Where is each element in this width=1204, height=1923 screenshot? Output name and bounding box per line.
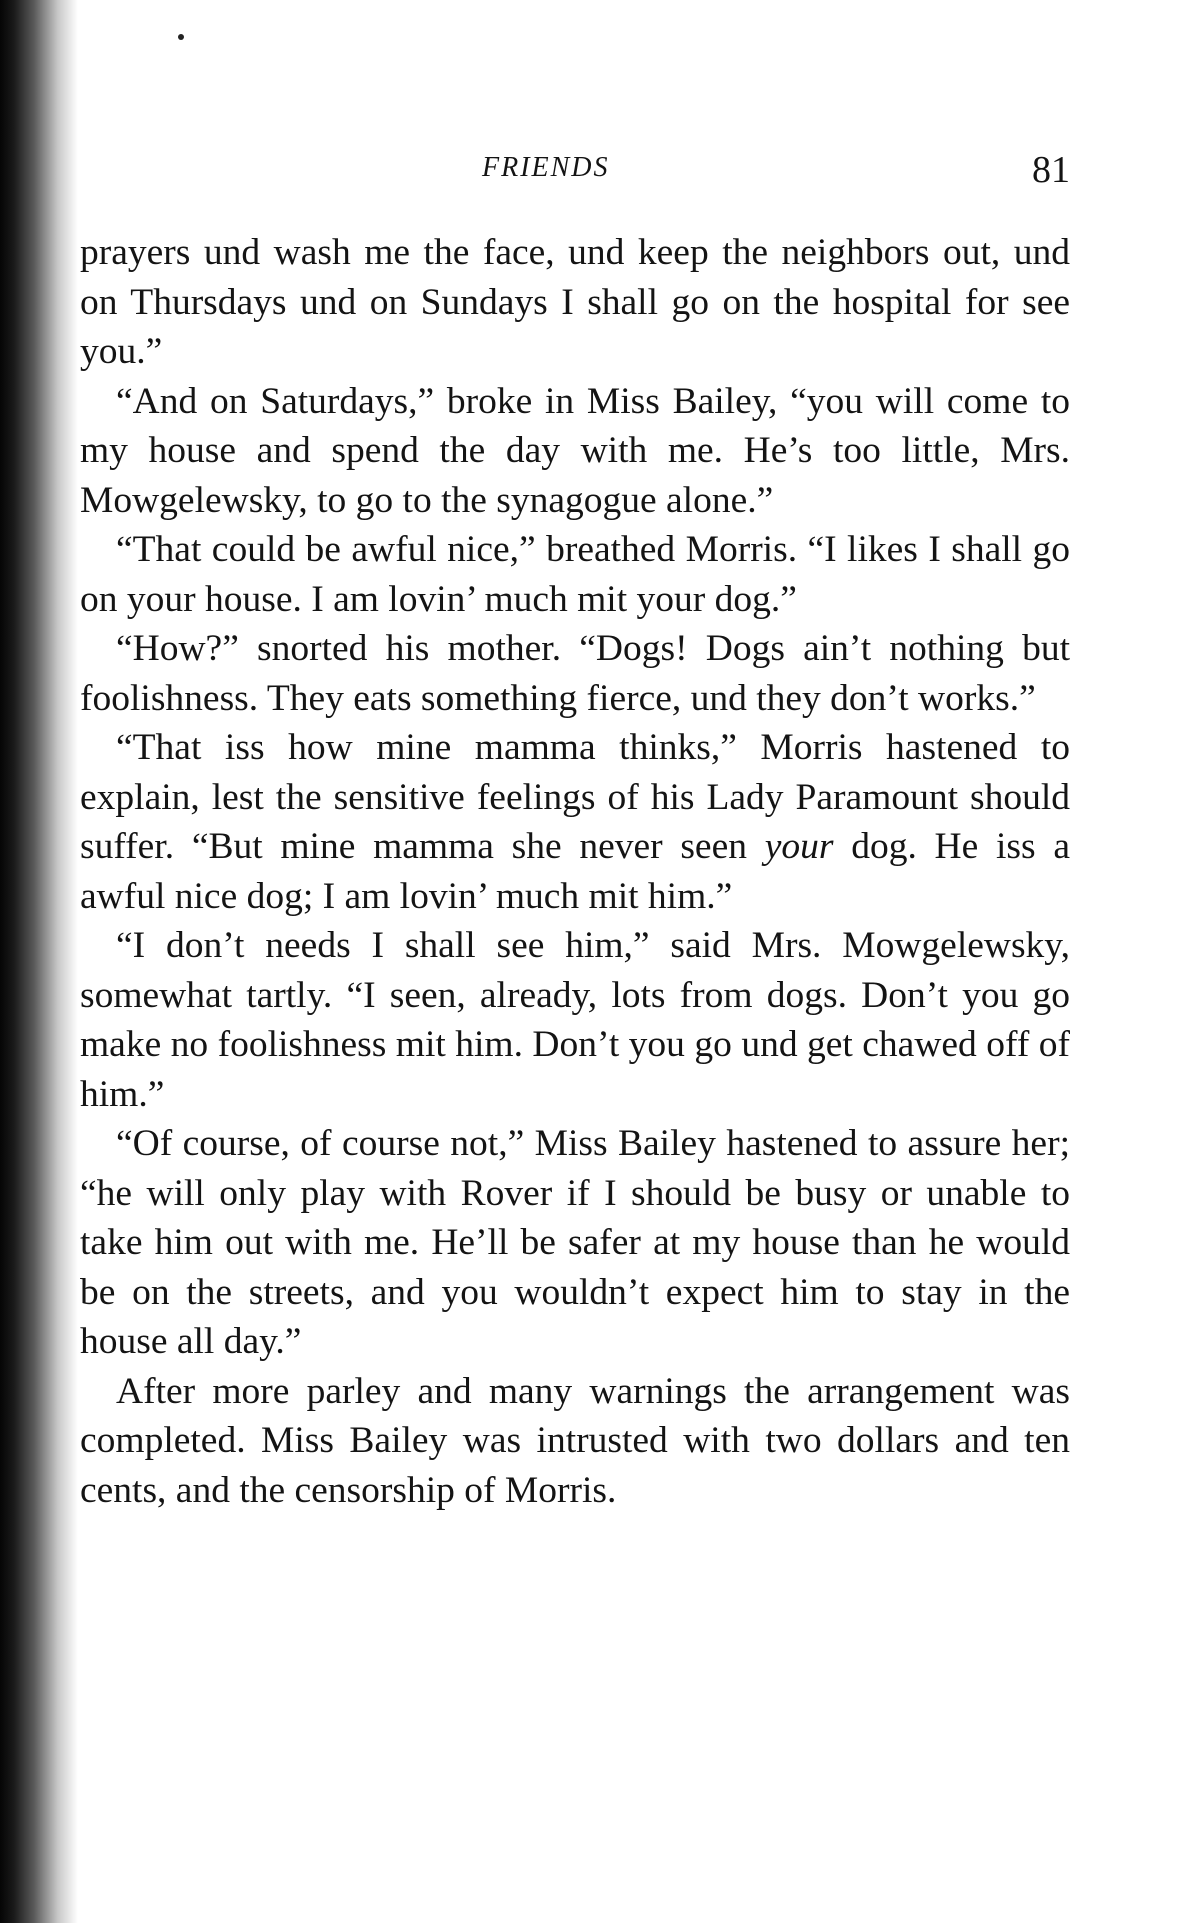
- body-text: [80, 228, 1070, 1515]
- running-title: FRIENDS: [482, 152, 610, 183]
- paragraph: [80, 377, 1070, 526]
- paragraph: [80, 1119, 1070, 1367]
- paragraph: [80, 228, 1070, 377]
- paragraph-text: “That iss how mine mamma thinks,” Morris hastened to explain, lest the sensitive feelings of his Lady Paramount should suffer. “But mine mamma she never seen: [80, 727, 1070, 867]
- ink-speck: [178, 34, 184, 40]
- paragraph-text: “I don’t needs I shall see him,” said Mrs. Mowgelewsky, somewhat tartly. “I seen, already, lots from dogs. Don’t you go make no foolishness mit him. Don’t you go und get chawed off of him.”: [80, 925, 1070, 1115]
- page-number: 81: [1032, 149, 1070, 191]
- paragraph-text: “Of course, of course not,” Miss Bailey hastened to assure her; “he will only play with Rover if I should be busy or unable to take him out with me. He’ll be safer at my house than he would be on the streets, and you wouldn’t expect him to stay in the house all day.”: [80, 1123, 1070, 1362]
- paragraph: [80, 723, 1070, 921]
- paragraph: [80, 1367, 1070, 1516]
- paragraph: [80, 624, 1070, 723]
- emphasis-text: your: [764, 826, 834, 867]
- paragraph-text: “How?” snorted his mother. “Dogs! Dogs ain’t nothing but foolishness. They eats something fierce, und they don’t works.”: [80, 628, 1070, 719]
- paragraph-text: “That could be awful nice,” breathed Morris. “I likes I shall go on your house. I am lovin’ much mit your dog.”: [80, 529, 1070, 620]
- paragraph: [80, 921, 1070, 1119]
- paragraph-text: dog. He iss a awful nice dog; I am lovin’ much mit him.”: [80, 826, 1071, 917]
- binding-shadow: [0, 0, 78, 1923]
- paragraph-text: prayers und wash me the face, und keep the neighbors out, und on Thursdays und on Sundays I shall go on the hospital for see you.”: [80, 232, 1070, 372]
- paragraph-text: After more parley and many warnings the arrangement was completed. Miss Bailey was intrusted with two dollars and ten cents, and the censorship of Morris.: [80, 1370, 1070, 1511]
- paragraph: [80, 525, 1070, 624]
- paragraph-text: “And on Saturdays,” broke in Miss Bailey, “you will come to my house and spend the day with me. He’s too little, Mrs. Mowgelewsky, to go to the synagogue alone.”: [80, 380, 1070, 521]
- page-header: [80, 148, 1070, 198]
